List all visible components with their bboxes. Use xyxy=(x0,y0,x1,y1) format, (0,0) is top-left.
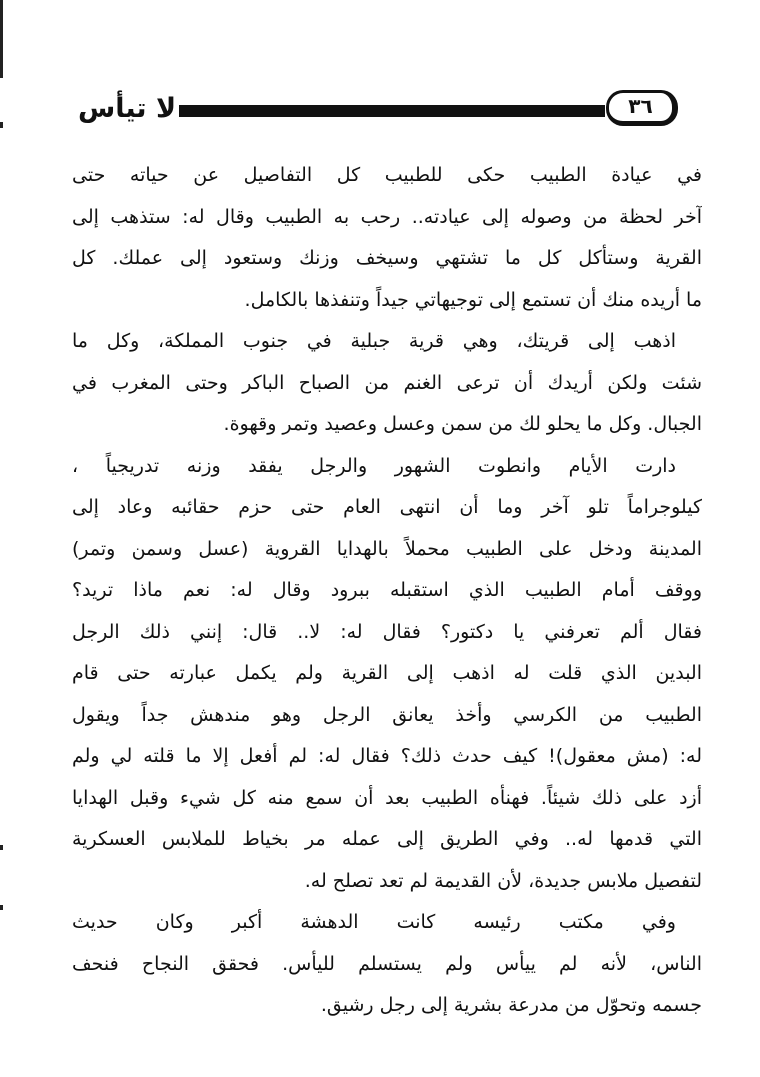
text-line: الجبال. وكل ما يحلو لك من سمن وعسل وعصيد وتمر وقهوة. xyxy=(223,413,702,435)
text-line: الناس، لأنه لم ييأس ولم يستسلم لليأس. فحقق النجاح فنحف xyxy=(72,952,702,975)
page-header xyxy=(78,90,678,134)
text-line: فقال ألم تعرفني يا دكتور؟ فقال له: لا.. قال: إنني ذلك الرجل xyxy=(72,620,702,643)
text-line: دارت الأيام وانطوت الشهور والرجل يفقد وزنه تدريجياً ، xyxy=(72,454,676,477)
text-line: المدينة ودخل على الطبيب محملاً بالهدايا القروية (عسل وسمن وتمر) xyxy=(72,537,702,560)
scan-edge-mark xyxy=(0,905,3,910)
text-line: له: (مش معقول)! كيف حدث ذلك؟ فقال له: لم أفعل إلا ما قلته لي ولم xyxy=(72,745,702,767)
text-line: أزد على ذلك شيئاً. فهنأه الطبيب بعد أن سمع منه كل شيء وقبل الهدايا xyxy=(72,786,702,809)
text-line: ووقف أمام الطبيب الذي استقبله ببرود وقال له: نعم ماذا تريد؟ xyxy=(72,579,702,601)
text-line: جسمه وتحوّل من مدرعة بشرية إلى رجل رشيق. xyxy=(320,994,702,1016)
scan-edge-mark xyxy=(0,845,3,850)
text-line: شئت ولكن أريدك أن ترعى الغنم من الصباح الباكر وحتى المغرب في xyxy=(72,371,702,394)
book-title: لا تيأس xyxy=(78,93,177,124)
text-line: لتفصيل ملابس جديدة، لأن القديمة لم تعد تصلح له. xyxy=(304,869,702,892)
page-number-badge xyxy=(606,90,678,126)
text-line: اذهب إلى قريتك، وهي قرية جبلية في جنوب المملكة، وكل ما xyxy=(72,330,676,352)
text-line: آخر لحظة من وصوله إلى عيادته.. رحب به الطبيب وقال له: ستذهب إلى xyxy=(72,205,702,228)
text-line: ما أريده منك أن تستمع إلى توجيهاتي جيداً وتنفذها بالكامل. xyxy=(244,288,702,311)
text-line: البدين الذي قلت له اذهب إلى القرية ولم يكمل عبارته حتى قام xyxy=(72,662,702,684)
header-rule xyxy=(179,105,605,117)
text-line: في عيادة الطبيب حكى للطبيب كل التفاصيل عن حياته حتى xyxy=(72,164,702,186)
text-line: كيلوجراماً تلو آخر وما أن انتهى العام حتى حزم حقائبه وعاد إلى xyxy=(72,496,702,518)
scan-edge-mark xyxy=(0,0,3,78)
scan-edge-mark xyxy=(0,122,3,128)
text-line: التي قدمها له.. وفي الطريق إلى عمله مر بخياط للملابس العسكرية xyxy=(72,828,702,850)
text-line: الطبيب من الكرسي وأخذ يعانق الرجل وهو مندهش جداً ويقول xyxy=(72,703,702,726)
body-text xyxy=(72,155,702,1027)
page-number: ٣٦ xyxy=(628,94,653,118)
text-line: وفي مكتب رئيسه كانت الدهشة أكبر وكان حديث xyxy=(72,911,676,933)
text-line: القرية وستأكل كل ما تشتهي وسيخف وزنك وستعود إلى عملك. كل xyxy=(72,247,702,269)
